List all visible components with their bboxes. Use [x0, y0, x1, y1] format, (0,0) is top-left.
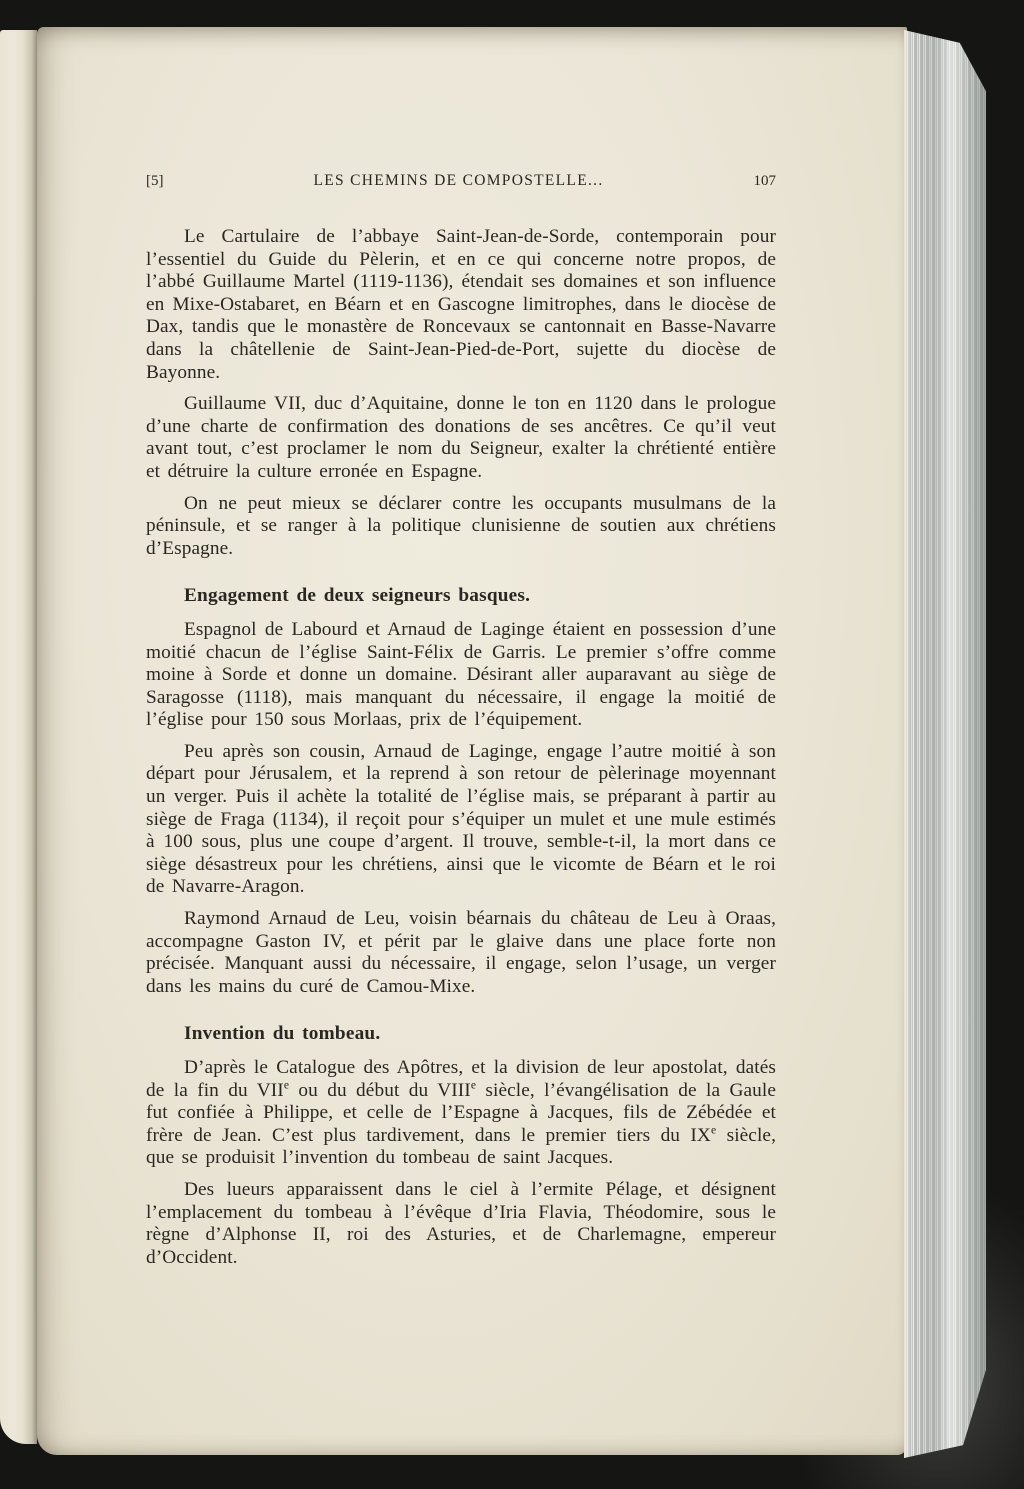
- paragraph: On ne peut mieux se déclarer contre les occupants musulmans de la péninsule, et se ranger à la politique clunisienne de soutien aux chrétiens d’Espagne.: [146, 492, 776, 559]
- page-number: 107: [753, 173, 776, 189]
- page-stack-fore-edge: [904, 30, 986, 1458]
- paragraph: Peu après son cousin, Arnaud de Laginge, engage l’autre moitié à son départ pour Jérusalem, et la reprend à son retour de pèlerinage moyennant un verger. Puis il achète la totalité de l’église mais, se préparant à partir au siège de Fraga (1134), il reçoit pour s’équiper un mulet et une mule estimés à 100 sous, plus une coupe d’argent. Il trouve, semble-t-il, la mort dans ce siège désastreux pour les chrétiens, ainsi que le vicomte de Béarn et le roi de Navarre-Aragon.: [146, 740, 776, 898]
- facing-page-edge: [0, 30, 37, 1444]
- paragraph: Raymond Arnaud de Leu, voisin béarnais du château de Leu à Oraas, accompagne Gaston IV, et périt par le glaive dans une place forte non précisée. Manquant aussi du nécessaire, il engage, selon l’usage, un verger dans les mains du curé de Camou-Mixe.: [146, 908, 776, 997]
- running-title: LES CHEMINS DE COMPOSTELLE...: [313, 172, 604, 189]
- ordinal-superscript: e: [470, 1078, 477, 1092]
- section-heading: Invention du tombeau.: [184, 1023, 381, 1045]
- ordinal-superscript: e: [283, 1078, 290, 1092]
- page-text: [146, 172, 776, 1278]
- folio-marker: [5]: [146, 173, 164, 189]
- paragraph: Le Cartulaire de l’abbaye Saint-Jean-de-Sorde, contemporain pour l’essentiel du Guide du Pèlerin, et en ce qui concerne notre propos, de l’abbé Guillaume Martel (1119-1136), étendait ses domaines et son influence en Mixe-Ostabaret, en Béarn et en Gascogne limitrophes, dans le diocèse de Dax, tandis que le monastère de Roncevaux se cantonnait en Basse-Navarre dans la châtellenie de Saint-Jean-Pied-de-Port, sujette du diocèse de Bayonne.: [146, 226, 776, 383]
- paragraph: D’après le Catalogue des Apôtres, et la division de leur apostolat, datés de la fin du VIIe ou du début du VIIIe siècle, l’évangélisation de la Gaule fut confiée à Philippe, et celle de l’Espagne à Jacques, fils de Zébédée et frère de Jean. C’est plus tardivement, dans le premier tiers du IXe siècle, que se produisit l’invention du tombeau de saint Jacques.: [146, 1057, 776, 1169]
- paragraph: Des lueurs apparaissent dans le ciel à l’ermite Pélage, et désignent l’emplacement du tombeau à l’évêque d’Iria Flavia, Théodomire, sous le règne d’Alphonse II, roi des Asturies, et de Charlemagne, empereur d’Occident.: [146, 1178, 776, 1268]
- paragraph: Espagnol de Labourd et Arnaud de Laginge étaient en possession d’une moitié chacun de l’église Saint-Félix de Garris. Le premier s’offre comme moine à Sorde et donne un domaine. Désirant aller auparavant au siège de Saragosse (1118), mais manquant du nécessaire, il engage la moitié de l’église pour 150 sous Morlaas, prix de l’équipement.: [146, 618, 776, 731]
- ordinal-superscript: e: [710, 1123, 717, 1137]
- section-heading: Engagement de deux seigneurs basques.: [184, 585, 531, 607]
- page-header: [146, 172, 776, 190]
- text-block: [146, 226, 776, 1269]
- paragraph: Guillaume VII, duc d’Aquitaine, donne le ton en 1120 dans le prologue d’une charte de confirmation des donations de ses ancêtres. Ce qu’il veut avant tout, c’est proclamer le nom du Seigneur, exalter la chrétienté entière et détruire la culture erronée en Espagne.: [146, 393, 776, 482]
